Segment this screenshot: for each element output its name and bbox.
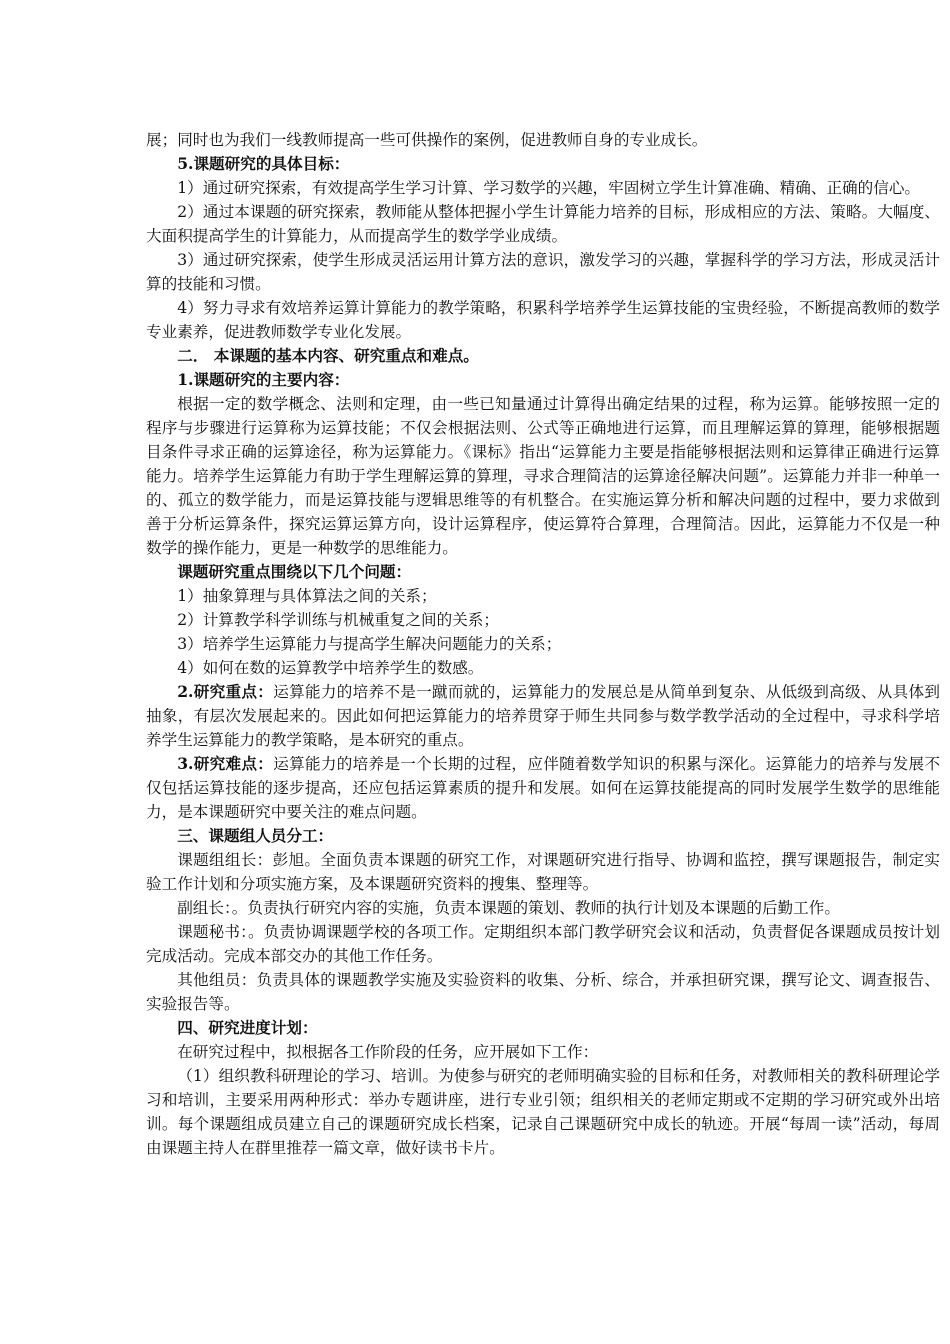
member-secretary: 课题秘书：。负责协调课题学校的各项工作。定期组织本部门教学研究会议和活动，负责督促各课题成员按计划完成活动。完成本部交办的其他工作任务。 bbox=[146, 923, 940, 965]
paragraph-research-difficulty bbox=[146, 752, 940, 824]
member-others: 其他组员：负责具体的课题教学实施及实验资料的收集、分析、综合，并承担研究课，撰写论文、调查报告、实验报告等。 bbox=[146, 971, 940, 1013]
heading-specific-goals: 5.课题研究的具体目标： bbox=[177, 154, 350, 173]
paragraph-research-focus bbox=[146, 680, 940, 752]
heading-main-content: 1.课题研究的主要内容： bbox=[177, 370, 350, 389]
goal-item-1: 1）通过研究探索，有效提高学生学习计算、学习数学的兴趣，牢固树立学生计算准确、精确、正确的信心。 bbox=[177, 179, 921, 197]
goal-item-2: 2）通过本课题的研究探索，教师能从整体把握小学生计算能力培养的目标，形成相应的方法、策略。大幅度、大面积提高学生的计算能力，从而提高学生的数学学业成绩。 bbox=[146, 203, 940, 245]
section-heading-2: 二． 本课题的基本内容、研究重点和难点。 bbox=[177, 346, 479, 365]
research-difficulty-text: 运算能力的培养是一个长期的过程，应伴随着数学知识的积累与深化。运算能力的培养与发展不仅包括运算技能的逐步提高，还应包括运算素质的提升和发展。如何在运算技能提高的同时发展学生数学的思维能力，是本课题研究中要关注的难点问题。 bbox=[146, 755, 940, 821]
paragraph-plan-intro: 在研究过程中，拟根据各工作阶段的任务，应开展如下工作： bbox=[177, 1043, 599, 1061]
paragraph-plan-item-1: （1）组织教科研理论的学习、培训。为使参与研究的老师明确实验的目标和任务，对教师相关的教科研理论学习和培训，主要采用两种形式：举办专题讲座，进行专业引领；组织相关的老师定期或不定期的学习研究或外出培训。每个课题组成员建立自己的课题研究成长档案，记录自己课题研究中成长的轨迹。开展“每周一读”活动，每周由课题主持人在群里推荐一篇文章，做好读书卡片。 bbox=[146, 1067, 940, 1157]
question-item-4: 4）如何在数的运算教学中培养学生的数感。 bbox=[177, 659, 484, 677]
research-difficulty-label: 3.研究难点： bbox=[177, 754, 274, 773]
member-leader: 课题组组长：彭旭。全面负责本课题的研究工作，对课题研究进行指导、协调和监控，撰写课题报告，制定实验工作计划和分项实施方案，及本课题研究资料的搜集、整理等。 bbox=[146, 851, 940, 893]
paragraph-main-content: 根据一定的数学概念、法则和定理，由一些已知量通过计算得出确定结果的过程，称为运算。能够按照一定的程序与步骤进行运算称为运算技能；不仅会根据法则、公式等正确地进行运算，而且理解运算的算理，能够根据题目条件寻求正确的运算途径，称为运算能力。《课标》指出“运算能力主要是指能够根据法则和运算律正确进行运算能力。培养学生运算能力有助于学生理解运算的算理，寻求合理简洁的运算途径解决问题”。运算能力并非一种单一的、孤立的数学能力，而是运算技能与逻辑思维等的有机整合。在实施运算分析和解决问题的过程中，要力求做到善于分析运算条件，探究运算运算方向，设计运算程序，使运算符合算理，合理简洁。因此，运算能力不仅是一种数学的操作能力，更是一种数学的思维能力。 bbox=[146, 395, 940, 557]
section-heading-4: 四、研究进度计划： bbox=[177, 1018, 318, 1037]
document-page bbox=[146, 128, 940, 1160]
question-item-1: 1）抽象算理与具体算法之间的关系； bbox=[177, 587, 437, 605]
goal-item-4: 4）努力寻求有效培养运算计算能力的教学策略，积累科学培养学生运算技能的宝贵经验，不断提高教师的数学专业素养，促进教师数学专业化发展。 bbox=[146, 299, 940, 341]
question-item-2: 2）计算教学科学训练与机械重复之间的关系； bbox=[177, 611, 499, 629]
paragraph-continuation: 展；同时也为我们一线教师提高一些可供操作的案例，促进教师自身的专业成长。 bbox=[146, 131, 708, 149]
member-deputy: 副组长：。负责执行研究内容的实施，负责本课题的策划、教师的执行计划及本课题的后勤工作。 bbox=[177, 899, 840, 917]
goal-item-3: 3）通过研究探索，使学生形成灵活运用计算方法的意识，激发学习的兴趣，掌握科学的学习方法，形成灵活计算的技能和习惯。 bbox=[146, 251, 940, 293]
question-item-3: 3）培养学生运算能力与提高学生解决问题能力的关系； bbox=[177, 635, 562, 653]
research-focus-label: 2.研究重点： bbox=[177, 682, 274, 701]
heading-focus-questions: 课题研究重点围绕以下几个问题： bbox=[177, 562, 412, 581]
research-focus-text: 运算能力的培养不是一蹴而就的，运算能力的发展总是从简单到复杂、从低级到高级、从具体到抽象，有层次发展起来的。因此如何把运算能力的培养贯穿于师生共同参与数学教学活动的全过程中，寻求科学培养学生运算能力的教学策略，是本研究的重点。 bbox=[146, 683, 940, 749]
section-heading-3: 三、课题组人员分工： bbox=[177, 826, 334, 845]
